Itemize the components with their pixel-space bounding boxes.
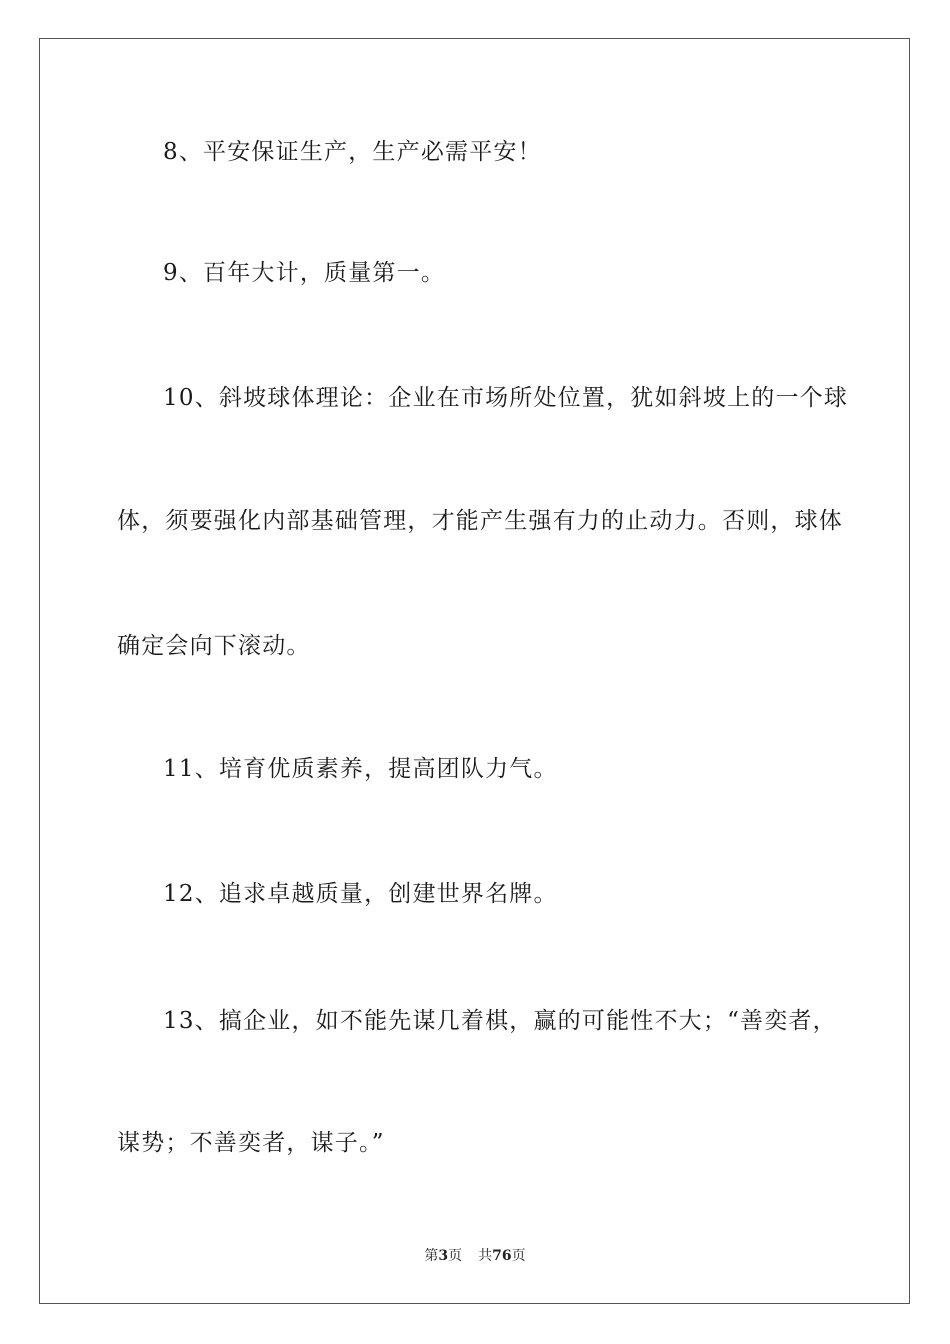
- paragraph-line: 确定会向下滚动。: [117, 633, 311, 659]
- total-suffix: 页: [511, 1248, 526, 1264]
- paragraph-line: 11、培育优质素养，提高团队力气。: [163, 756, 558, 782]
- total-pages: 76: [492, 1248, 512, 1264]
- paragraph-line: 8、平安保证生产，生产必需平安！: [163, 139, 542, 165]
- paragraph-line: 10、斜坡球体理论：企业在市场所处位置，犹如斜坡上的一个球: [163, 385, 849, 411]
- paragraph-line: 9、百年大计，质量第一。: [163, 260, 446, 286]
- total-prefix: 共: [478, 1248, 493, 1264]
- paragraph-line: 谋势；不善奕者，谋子。”: [117, 1130, 385, 1156]
- page-footer: [0, 1246, 950, 1266]
- page-frame: [39, 38, 910, 1304]
- paragraph-line: 12、追求卓越质量，创建世界名牌。: [163, 881, 558, 907]
- page-prefix: 第: [424, 1248, 439, 1264]
- paragraph-line: 13、搞企业，如不能先谋几着棋，赢的可能性不大；“善奕者，: [163, 1008, 837, 1034]
- paragraph-line: 体，须要强化内部基础管理，才能产生强有力的止动力。否则，球体: [117, 508, 843, 534]
- page-number: 3: [438, 1248, 449, 1264]
- page-suffix: 页: [448, 1248, 463, 1264]
